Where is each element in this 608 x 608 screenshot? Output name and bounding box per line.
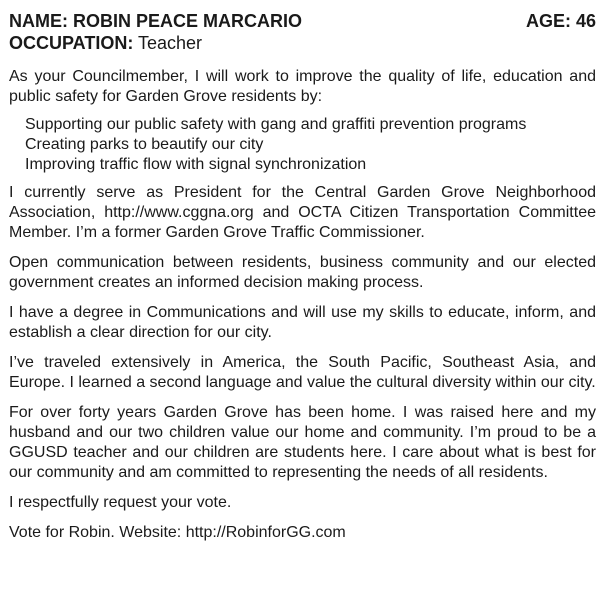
name-value: ROBIN PEACE MARCARIO [73,11,303,31]
occupation-value: Teacher [138,33,203,53]
priority-list [25,115,596,175]
priority-item: Supporting our public safety with gang and graffiti prevention programs [25,116,527,133]
occupation-row [9,32,596,54]
priority-item: Improving traffic flow with signal synchronization [25,156,367,173]
age-value: 46 [575,11,596,31]
name-row [9,10,596,32]
priority-item: Creating parks to beautify our city [25,136,264,153]
candidate-name [9,10,302,32]
age-label: AGE: [525,11,571,31]
statement-paragraph: I currently serve as President for the Central Garden Grove Neighborhood Association, http://www.cggna.org and OCTA Citizen Transportation Committee Member. I’m a former Garden Grove Traffic Commissioner. [9,184,596,241]
statement-paragraph: I respectfully request your vote. [9,494,232,511]
candidate-age [526,10,596,32]
statement-paragraph: Open communication between residents, business community and our elected government creates an informed decision making process. [9,254,596,291]
statement-paragraph: For over forty years Garden Grove has been home. I was raised here and my husband and our two children value our home and community. I’m proud to be a GGUSD teacher and our children are students here. I care about what is best for our community and am committed to representing the needs of all residents. [9,404,596,481]
intro-paragraph: As your Councilmember, I will work to improve the quality of life, education and public safety for Garden Grove residents by: [9,68,596,105]
occupation-label: OCCUPATION: [9,33,134,53]
statement-body [9,67,596,543]
name-label: NAME: [9,11,68,31]
closing-website-line: Vote for Robin. Website: http://RobinforGG.com [9,524,346,541]
statement-paragraph: I have a degree in Communications and will use my skills to educate, inform, and establish a clear direction for our city. [9,304,596,341]
statement-paragraph: I’ve traveled extensively in America, the South Pacific, Southeast Asia, and Europe. I learned a second language and value the cultural diversity within our city. [9,354,596,391]
